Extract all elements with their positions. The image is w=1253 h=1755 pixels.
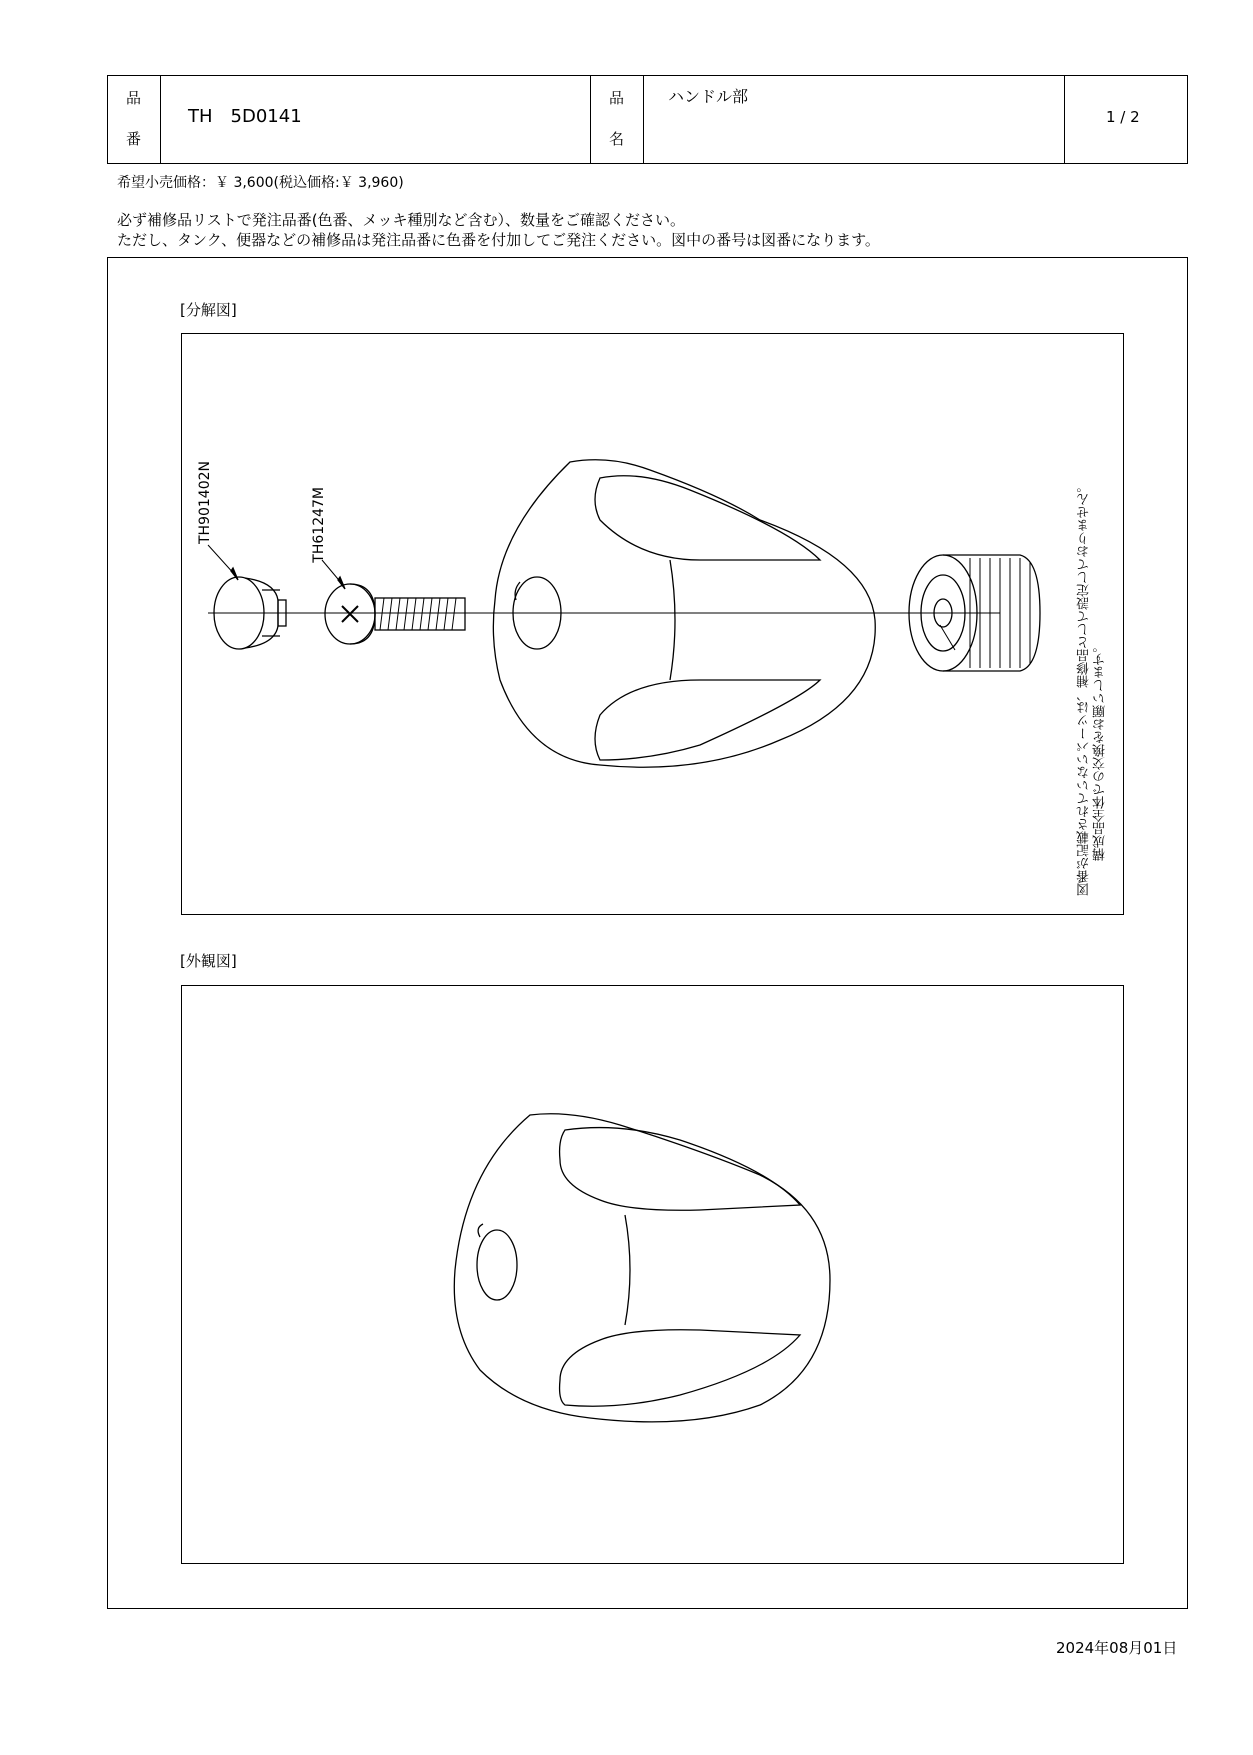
footer-date: 2024年08月01日 [1056,1639,1178,1657]
part-number-label: 番 [126,130,142,148]
side-note: 図番が記載されていないパーツは、補修品として設定しておりません。 [1077,480,1092,896]
exterior-view-title: [外観図] [180,952,237,970]
callout-label: TH61247M [311,487,327,563]
exploded-view-title: [分解図] [180,301,237,319]
page-indicator: 1 / 2 [1106,108,1140,126]
price-line: 希望小売価格：￥ 3,600(税込価格:￥ 3,960) [117,175,404,191]
callout-label: TH901402N [197,461,213,544]
handle-exterior [454,1114,830,1422]
part-number-label: 品 [126,89,142,107]
part-name-label: 名 [609,130,625,148]
notice-line: 必ず補修品リストで発注品番(色番、メッキ種別など含む）、数量をご確認ください。 [117,211,686,229]
side-note: 構成品全体での交換をお願いします。 [1093,640,1108,861]
part-number-value: TH 5D0141 [188,106,302,127]
part-name-label: 品 [609,89,625,107]
notice-line: ただし、タンク、便器などの補修品は発注品番に色番を付加してご発注ください。図中の番号は図番になります。 [117,231,880,249]
part-name-value: ハンドル部 [668,87,749,106]
